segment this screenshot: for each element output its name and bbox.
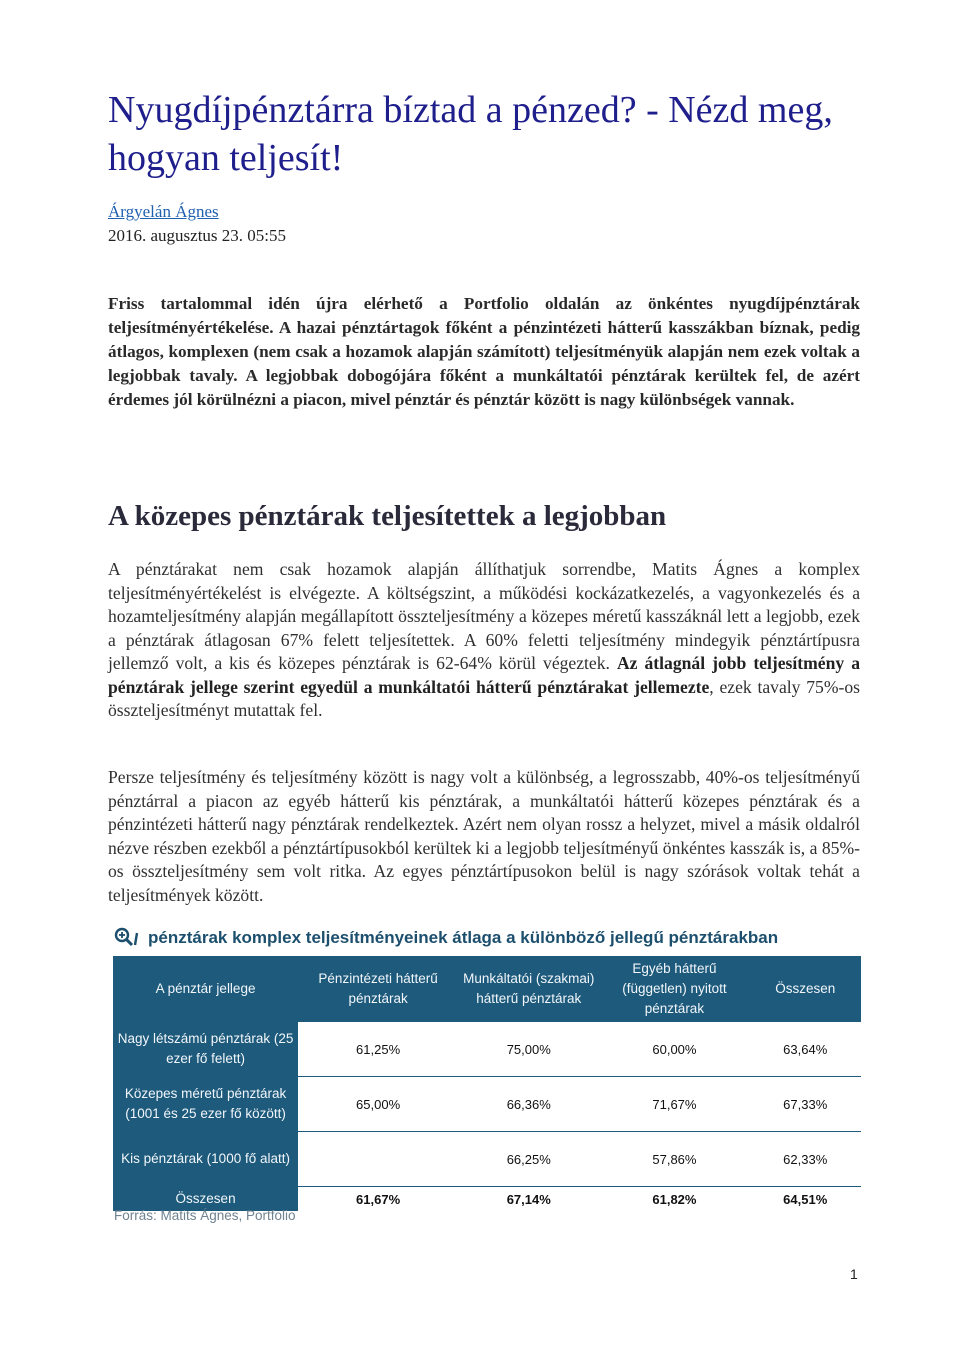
table-cell: 60,00% (599, 1022, 749, 1077)
table-cell: 61,25% (298, 1022, 458, 1077)
table-cell (298, 1132, 458, 1187)
page-number: 1 (850, 1266, 858, 1282)
table-cell: 66,36% (458, 1077, 599, 1132)
section-title: A közepes pénztárak teljesítettek a legjobban (108, 500, 667, 532)
column-header: Munkáltatói (szakmai) hátterű pénztárak (458, 956, 599, 1022)
p1-bold-text: Az átlagnál jobb teljesítmény a pénztárak jellege szerint egyedül a munkáltatói hátterű pénztárakat jellemezte (108, 653, 860, 697)
column-header: Összesen (749, 956, 861, 1022)
p1-text-start: A pénztárakat nem csak hozamok alapján állíthatjuk sorrendbe, Matits Ágnes a komplex teljesítményértékelést is elvégezte. A költségszint, a működési kockázatkezelés, a vagyonkezelés és a hozamteljesítmény alapján megállapított összteljesítmény a közepes méretű kasszáknál lett a legjobb, ezek a pénztárak átlagosan 67% felett teljesítettek. A 60% feletti teljesítmény mindegyik pénztártípusra jellemző volt, a kis és közepes pénztárak is 62-64% körül végeztek. (108, 559, 860, 673)
table-row (113, 1132, 861, 1187)
row-header: Közepes méretű pénztárak (1001 és 25 ezer fő között) (113, 1077, 298, 1132)
row-header: Nagy létszámú pénztárak (25 ezer fő felett) (113, 1022, 298, 1077)
table-cell: 67,14% (506, 1191, 551, 1207)
table-cell: 62,33% (749, 1132, 861, 1187)
table-row (113, 1077, 861, 1132)
column-header: Pénzintézeti hátterű pénztárak (298, 956, 458, 1022)
row-header: Összesen (113, 1187, 298, 1212)
table-row (113, 1022, 861, 1077)
table-header-row (113, 956, 861, 1022)
table-cell: 75,00% (458, 1022, 599, 1077)
publish-date: 2016. augusztus 23. 05:55 (108, 226, 287, 245)
table-title (114, 927, 778, 949)
table-cell: 61,67% (356, 1191, 401, 1207)
table-cell: 57,86% (599, 1132, 749, 1187)
lead-paragraph: Friss tartalommal idén újra elérhető a Portfolio oldalán az önkéntes nyugdíjpénztárak teljesítményértékelése. A hazai pénztártagok főként a pénzintézeti hátterű kasszákban bíznak, pedig átlagos, komplexen (nem csak a hozamok alapján számított) teljesítményük alapján nem ezek voltak a legjobbak tavaly. A legjobbak dobogójára főként a munkáltatói pénztárak kerültek fel, de azért érdemes jól körülnézni a piacon, mivel pénztár és pénztár között is nagy különbségek vannak. (108, 294, 860, 409)
zoom-icon[interactable] (114, 927, 142, 949)
table-cell: 66,25% (458, 1132, 599, 1187)
body-paragraph-2: Persze teljesítmény és teljesítmény között is nagy volt a különbség, a legrosszabb, 40%-os teljesítményű pénztárral a piacon az egyéb hátterű kis pénztárak, a munkáltatói hátterű közepes pénztárak és a pénzintézeti hátterű nagy pénztárak rendelkeztek. Azért nem olyan rossz a helyzet, mivel a másik oldalról nézve részben ezekből a pénztártípusokból kerültek ki a legjobb teljesítményű önkéntes kasszák is, a 85%-os összteljesítmény sem volt ritka. Az egyes pénztártípusokon belül is nagy szórások voltak tehát a teljesítmények között. (108, 767, 860, 905)
table-cell: 63,64% (749, 1022, 861, 1077)
performance-table (113, 956, 861, 1211)
column-header: Egyéb hátterű (független) nyitott pénztárak (599, 956, 749, 1022)
table-cell: 64,51% (783, 1191, 828, 1207)
table-source: Forrás: Matits Ágnes, Portfolio (114, 1208, 296, 1223)
row-header: Kis pénztárak (1000 fő alatt) (113, 1132, 298, 1187)
table-cell: 61,82% (652, 1191, 697, 1207)
column-header: A pénztár jellege (113, 956, 298, 1022)
table-title-text: pénztárak komplex teljesítményeinek átlaga a különböző jellegű pénztárakban (148, 928, 779, 947)
table-cell: 65,00% (298, 1077, 458, 1132)
body-paragraph-1 (108, 558, 860, 723)
article-title: Nyugdíjpénztárra bíztad a pénzed? - Nézd meg, hogyan teljesít! (108, 89, 833, 179)
author-link[interactable]: Árgyelán Ágnes (108, 202, 219, 221)
table-cell: 67,33% (749, 1077, 861, 1132)
table-cell: 71,67% (599, 1077, 749, 1132)
p1-text-end: , ezek tavaly 75%-os összteljesítményt mutattak fel. (108, 676, 861, 720)
